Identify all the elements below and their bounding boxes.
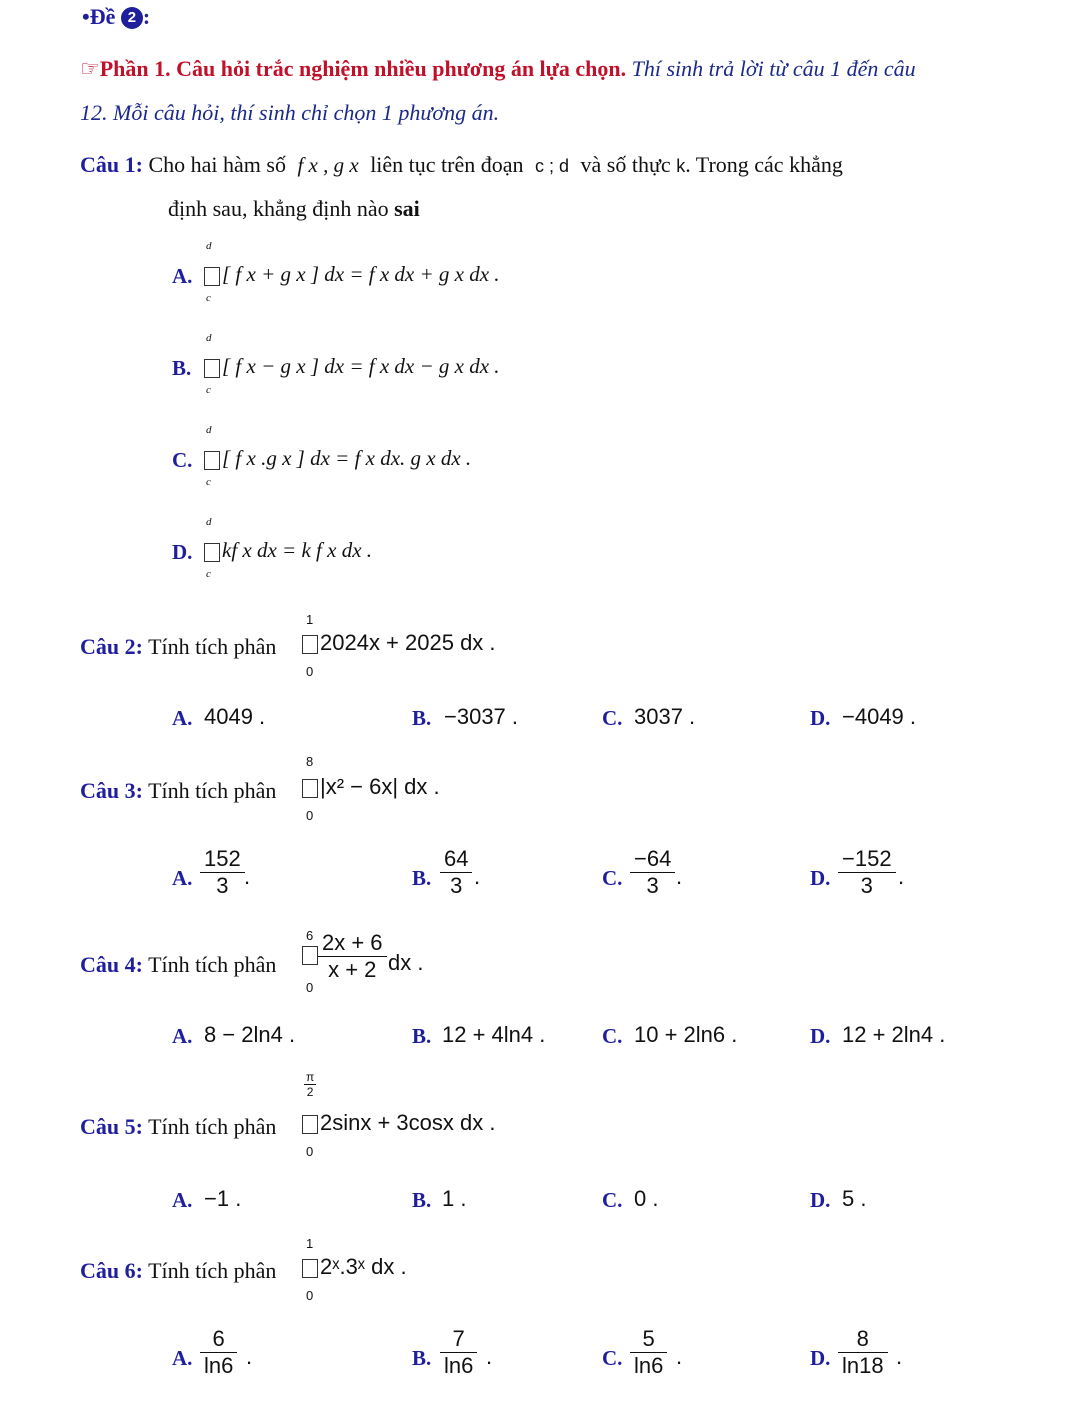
part-title: Phần 1. Câu hỏi trắc nghiệm nhiều phương án lựa chọn. bbox=[99, 56, 627, 81]
q1-b-upper-limit: d bbox=[206, 332, 212, 344]
q1-line2-text: định sau, khẳng định nào bbox=[168, 196, 389, 221]
q6-option-b-period: . bbox=[486, 1344, 493, 1369]
q6-lower-limit: 0 bbox=[306, 1288, 314, 1303]
q2-lower-limit: 0 bbox=[306, 664, 314, 679]
q3-option-c-label[interactable]: C. bbox=[602, 866, 623, 890]
exam-number-badge: 2 bbox=[121, 7, 143, 29]
q1-option-b-label[interactable]: B. bbox=[172, 356, 192, 380]
q5-label: Câu 5: bbox=[80, 1114, 143, 1139]
q2-option-b-label[interactable]: B. bbox=[412, 706, 432, 730]
q5-option-d-label[interactable]: D. bbox=[810, 1188, 831, 1212]
q3-label: Câu 3: bbox=[80, 778, 143, 803]
q1-b-lower-limit: c bbox=[206, 384, 211, 396]
q1-option-a-label[interactable]: A. bbox=[172, 264, 193, 288]
exam-header-prefix: •Đề bbox=[82, 4, 116, 29]
q3-option-d-fraction: $\frac{-152}{3}$ bbox=[838, 846, 896, 899]
q3-option-a-period: . bbox=[244, 864, 251, 889]
q4-upper-limit: 6 bbox=[306, 928, 314, 943]
q4-lower-limit: 0 bbox=[306, 980, 314, 995]
q4-option-c-value: 10 + 2ln6 . bbox=[634, 1022, 738, 1047]
q6-option-c-fraction: $\frac{5}{\ln 6}$ bbox=[630, 1326, 667, 1379]
q6-option-b-label[interactable]: B. bbox=[412, 1346, 432, 1370]
q1-option-d-label[interactable]: D. bbox=[172, 540, 193, 564]
q4-option-d-label[interactable]: D. bbox=[810, 1024, 831, 1048]
q2-option-c-label[interactable]: C. bbox=[602, 706, 623, 730]
q6-upper-limit: 1 bbox=[306, 1236, 314, 1251]
q6-option-a-period: . bbox=[246, 1344, 253, 1369]
part-heading bbox=[80, 56, 916, 82]
integral-sign-icon bbox=[204, 543, 220, 562]
q6-option-d-period: . bbox=[896, 1344, 903, 1369]
q5-stem bbox=[80, 1114, 276, 1140]
q1-functions: f x , g x bbox=[297, 153, 359, 177]
q6-option-a-fraction: $\frac{6}{\ln 6}$ bbox=[200, 1326, 237, 1379]
q2-option-d-label[interactable]: D. bbox=[810, 706, 831, 730]
integral-sign-icon bbox=[302, 946, 318, 965]
q1-option-c-label[interactable]: C. bbox=[172, 448, 193, 472]
q5-option-c-label[interactable]: C. bbox=[602, 1188, 623, 1212]
q5-option-b-label[interactable]: B. bbox=[412, 1188, 432, 1212]
q1-c-upper-limit: d bbox=[206, 424, 212, 436]
q4-dx: dx . bbox=[388, 950, 424, 975]
q1-option-d-expr: kf x dx = k f x dx . bbox=[204, 538, 372, 563]
q6-option-c-label[interactable]: C. bbox=[602, 1346, 623, 1370]
q6-stem bbox=[80, 1258, 276, 1284]
q2-option-c-value: 3037 . bbox=[634, 704, 696, 729]
q4-option-b-value: 12 + 4ln4 . bbox=[442, 1022, 546, 1047]
q3-option-b-fraction: $\frac{64}{3}$ bbox=[440, 846, 472, 899]
q3-option-d-period: . bbox=[898, 864, 905, 889]
q6-text: Tính tích phân bbox=[148, 1258, 277, 1283]
integral-sign-icon bbox=[302, 779, 318, 798]
q1-false-keyword: sai bbox=[394, 196, 420, 221]
q2-integral: 2024x + 2025 dx . bbox=[302, 630, 496, 656]
q1-label: Câu 1: bbox=[80, 152, 143, 177]
q3-option-d-label[interactable]: D. bbox=[810, 866, 831, 890]
q5-option-d-value: 5 . bbox=[842, 1186, 867, 1211]
q4-option-a-label[interactable]: A. bbox=[172, 1024, 193, 1048]
q3-lower-limit: 0 bbox=[306, 808, 314, 823]
q1-a-upper-limit: d bbox=[206, 240, 212, 252]
q4-label: Câu 4: bbox=[80, 952, 143, 977]
exam-header bbox=[82, 4, 150, 30]
q4-option-b-label[interactable]: B. bbox=[412, 1024, 432, 1048]
q1-stem bbox=[80, 152, 843, 178]
q4-text: Tính tích phân bbox=[148, 952, 277, 977]
q1-text-3: và số thực bbox=[580, 152, 671, 177]
q2-option-a-label[interactable]: A. bbox=[172, 706, 193, 730]
q6-option-d-label[interactable]: D. bbox=[810, 1346, 831, 1370]
q6-label: Câu 6: bbox=[80, 1258, 143, 1283]
q6-option-a-label[interactable]: A. bbox=[172, 1346, 193, 1370]
q5-option-a-value: −1 . bbox=[204, 1186, 242, 1211]
q6-integral: 2ˣ.3ˣ dx . bbox=[302, 1254, 407, 1280]
q6-option-d-fraction: $\frac{8}{\ln 18}$ bbox=[838, 1326, 888, 1379]
q4-stem bbox=[80, 952, 276, 978]
q1-text-2: liên tục trên đoạn bbox=[370, 152, 524, 177]
q3-option-a-fraction: $\frac{152}{3}$ bbox=[200, 846, 245, 899]
integral-sign-icon bbox=[302, 1259, 318, 1278]
q1-stem-line2 bbox=[168, 196, 420, 222]
q3-stem bbox=[80, 778, 276, 804]
q1-c-lower-limit: c bbox=[206, 476, 211, 488]
q1-d-upper-limit: d bbox=[206, 516, 212, 528]
q2-label: Câu 2: bbox=[80, 634, 143, 659]
pointing-hand-icon: ☞ bbox=[80, 56, 100, 81]
integral-sign-icon bbox=[204, 267, 220, 286]
q3-option-b-label[interactable]: B. bbox=[412, 866, 432, 890]
integral-sign-icon bbox=[204, 359, 220, 378]
q4-option-c-label[interactable]: C. bbox=[602, 1024, 623, 1048]
q5-lower-limit: 0 bbox=[306, 1144, 314, 1159]
q2-text: Tính tích phân bbox=[148, 634, 277, 659]
q6-option-c-period: . bbox=[676, 1344, 683, 1369]
q5-option-a-label[interactable]: A. bbox=[172, 1188, 193, 1212]
q4-option-d-value: 12 + 2ln4 . bbox=[842, 1022, 946, 1047]
q1-d-lower-limit: c bbox=[206, 568, 211, 580]
part-instruction-line2: 12. Mỗi câu hỏi, thí sinh chỉ chọn 1 phương án. bbox=[80, 100, 500, 125]
q5-upper-limit: π 2 bbox=[306, 1070, 315, 1099]
q2-option-b-value: −3037 . bbox=[444, 704, 519, 729]
integral-sign-icon bbox=[204, 451, 220, 470]
integral-sign-icon bbox=[302, 635, 318, 654]
q3-option-c-period: . bbox=[676, 864, 683, 889]
q1-a-lower-limit: c bbox=[206, 292, 211, 304]
q5-integral: 2sinx + 3cosx dx . bbox=[302, 1110, 495, 1136]
q1-option-c-expr: [ f x .g x ] dx = f x dx. g x dx . bbox=[204, 446, 471, 471]
q1-k: k bbox=[676, 156, 686, 176]
q5-option-b-value: 1 . bbox=[442, 1186, 467, 1211]
q2-option-a-value: 4049 . bbox=[204, 704, 266, 729]
q3-upper-limit: 8 bbox=[306, 754, 314, 769]
q1-text-4: . Trong các khẳng bbox=[685, 152, 843, 177]
integral-sign-icon bbox=[302, 1115, 318, 1134]
exam-header-suffix: : bbox=[142, 4, 151, 29]
q3-option-b-period: . bbox=[474, 864, 481, 889]
q5-text: Tính tích phân bbox=[148, 1114, 277, 1139]
q2-upper-limit: 1 bbox=[306, 612, 314, 627]
q4-option-a-value: 8 − 2ln4 . bbox=[204, 1022, 296, 1047]
q2-option-d-value: −4049 . bbox=[842, 704, 917, 729]
part-instruction: Thí sinh trả lời từ câu 1 đến câu bbox=[626, 56, 916, 81]
q5-option-c-value: 0 . bbox=[634, 1186, 659, 1211]
q1-interval: c ; d bbox=[535, 156, 570, 176]
q3-option-c-fraction: $\frac{-64}{3}$ bbox=[630, 846, 675, 899]
q4-integrand-fraction: $\frac{2x + 6}{x + 2}$ bbox=[318, 930, 387, 983]
q3-text: Tính tích phân bbox=[148, 778, 277, 803]
q3-integral: |x² − 6x| dx . bbox=[302, 774, 440, 800]
q1-text-1: Cho hai hàm số bbox=[148, 152, 286, 177]
q1-option-a-expr: [ f x + g x ] dx = f x dx + g x dx . bbox=[204, 262, 500, 287]
q3-option-a-label[interactable]: A. bbox=[172, 866, 193, 890]
q2-stem bbox=[80, 634, 276, 660]
q1-option-b-expr: [ f x − g x ] dx = f x dx − g x dx . bbox=[204, 354, 500, 379]
q6-option-b-fraction: $\frac{7}{\ln 6}$ bbox=[440, 1326, 477, 1379]
